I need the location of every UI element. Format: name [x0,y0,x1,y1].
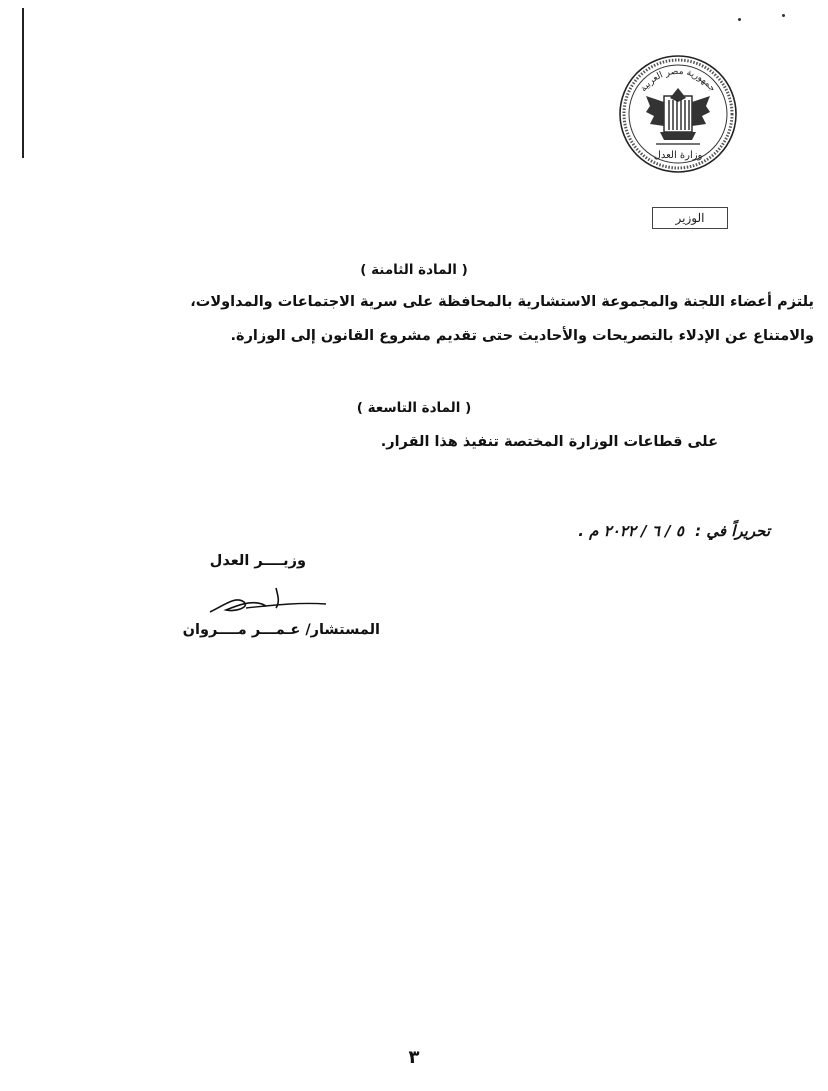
date-value: ٥ / ٦ / ٢٠٢٢ م . [578,522,684,540]
article-eight-line: يلتزم أعضاء اللجنة والمجموعة الاستشارية بالمحافظة على سرية الاجتماعات والمداولات، [190,294,814,310]
article-eight-line: والامتناع عن الإدلاء بالتصريحات والأحاديث حتى تقديم مشروع القانون إلى الوزارة. [230,328,814,344]
ministry-seal [616,52,740,200]
article-eight-heading: ( المادة الثامنة ) [360,262,468,278]
date-label: تحريراً في : [695,522,770,540]
scan-speck [738,18,741,21]
scan-speck [782,14,785,17]
page-number: ٣ [408,1047,420,1068]
eagle-icon [646,88,710,144]
minister-name: المستشار/ عـمـــر مــــروان [182,622,380,638]
minister-title: وزيــــر العدل [209,553,306,569]
office-title-box [652,207,728,229]
article-nine-heading: ( المادة التاسعة ) [356,400,472,416]
article-nine-line: على قطاعات الوزارة المختصة تنفيذ هذا القرار. [380,434,718,450]
scan-edge-line [22,8,24,158]
date-line [578,522,770,540]
office-title: الوزير [675,211,705,225]
handwritten-signature [206,582,330,618]
seal-top-text: جمهورية مصر العربية [638,66,718,94]
seal-bottom-text: وزارة العدل [653,150,703,161]
